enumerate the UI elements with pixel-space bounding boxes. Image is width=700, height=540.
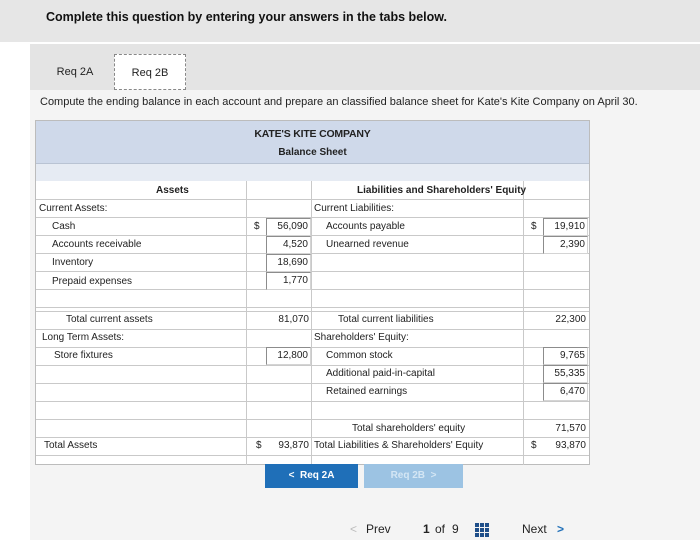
common-stock-input[interactable]: 9,765: [543, 347, 588, 365]
prev-link[interactable]: Prev: [366, 522, 391, 536]
tab-req-2b[interactable]: Req 2B: [114, 54, 186, 90]
shareholders-equity-label: Shareholders' Equity:: [314, 332, 409, 343]
column-divider: [523, 181, 524, 465]
total-assets-label: Total Assets: [44, 440, 98, 451]
total-assets-value: 93,870: [278, 440, 309, 451]
total-liabilities-equity-label: Total Liabilities & Shareholders' Equity: [314, 440, 484, 451]
column-divider: [246, 181, 247, 465]
accounts-payable-input[interactable]: 19,910: [543, 218, 588, 236]
current-liabilities-label: Current Liabilities:: [314, 203, 395, 214]
chevron-right-icon: >: [430, 470, 437, 481]
accounts-receivable-label: Accounts receivable: [52, 239, 142, 250]
chevron-left-icon: <: [288, 470, 295, 481]
chevron-right-icon: >: [557, 522, 565, 536]
row-divider: [36, 365, 589, 366]
row-divider: [36, 383, 589, 384]
page-total: 9: [452, 522, 459, 536]
row-divider: [36, 311, 589, 312]
dollar-sign: $: [254, 221, 260, 232]
total-liabilities-equity-value: 93,870: [555, 440, 586, 451]
unearned-revenue-label: Unearned revenue: [326, 239, 409, 250]
grid-icon[interactable]: [475, 523, 489, 537]
cash-input[interactable]: 56,090: [266, 218, 311, 236]
current-assets-label: Current Assets:: [39, 203, 108, 214]
total-current-assets-label: Total current assets: [66, 314, 153, 325]
dollar-sign: $: [531, 221, 537, 232]
assets-header: Assets: [156, 185, 189, 196]
total-shareholders-equity-value: 71,570: [555, 423, 586, 434]
row-divider: [36, 307, 589, 308]
row-divider: [36, 235, 589, 236]
accounts-receivable-input[interactable]: 4,520: [266, 236, 311, 254]
retained-earnings-label: Retained earnings: [326, 386, 408, 397]
prev-req-label: Req 2A: [299, 470, 335, 481]
row-divider: [36, 217, 589, 218]
total-current-liabilities-value: 22,300: [555, 314, 586, 325]
dollar-sign: $: [531, 440, 537, 451]
question-text: Complete this question by entering your answers in the tabs below.: [46, 10, 447, 24]
row-divider: [36, 437, 589, 438]
inventory-input[interactable]: 18,690: [266, 254, 311, 272]
chevron-left-icon: <: [350, 522, 358, 536]
prev-req-button[interactable]: [265, 464, 358, 488]
next-link[interactable]: Next: [522, 522, 547, 536]
row-divider: [36, 419, 589, 420]
total-current-liabilities-label: Total current liabilities: [338, 314, 434, 325]
liabilities-equity-header: Liabilities and Shareholders' Equity: [357, 185, 527, 196]
prepaid-expenses-input[interactable]: 1,770: [266, 272, 311, 290]
row-divider: [36, 271, 589, 272]
inventory-label: Inventory: [52, 257, 94, 268]
row-divider: [36, 289, 589, 290]
sheet-subheader-band: [36, 163, 589, 181]
sheet-title: Balance Sheet: [278, 147, 347, 158]
row-divider: [36, 199, 589, 200]
long-term-assets-label: Long Term Assets:: [42, 332, 125, 343]
instruction-text: Compute the ending balance in each account and prepare an classified balance sheet for Kate's Kite Company on April 30.: [40, 96, 638, 108]
total-current-assets-value: 81,070: [278, 314, 309, 325]
row-divider: [36, 253, 589, 254]
prepaid-expenses-label: Prepaid expenses: [52, 276, 133, 287]
additional-paid-in-capital-input[interactable]: 55,335: [543, 365, 588, 383]
row-divider: [36, 329, 589, 330]
page-of: of: [435, 522, 446, 536]
column-divider: [311, 181, 312, 465]
retained-earnings-input[interactable]: 6,470: [543, 383, 588, 401]
next-req-button[interactable]: [364, 464, 463, 488]
next-req-label: Req 2B: [390, 470, 426, 481]
row-divider: [36, 347, 589, 348]
store-fixtures-input[interactable]: 12,800: [266, 347, 311, 365]
total-shareholders-equity-label: Total shareholders' equity: [352, 423, 466, 434]
additional-paid-in-capital-label: Additional paid-in-capital: [326, 368, 435, 379]
store-fixtures-label: Store fixtures: [54, 350, 113, 361]
accounts-payable-label: Accounts payable: [326, 221, 405, 232]
cash-label: Cash: [52, 221, 76, 232]
tab-req-2a[interactable]: Req 2A: [36, 54, 114, 90]
row-divider: [36, 455, 589, 456]
row-divider: [36, 401, 589, 402]
dollar-sign: $: [256, 440, 262, 451]
common-stock-label: Common stock: [326, 350, 393, 361]
page-number: 1: [423, 522, 430, 536]
question-header: [0, 0, 700, 42]
unearned-revenue-input[interactable]: 2,390: [543, 236, 588, 254]
company-name: KATE'S KITE COMPANY: [254, 128, 371, 140]
